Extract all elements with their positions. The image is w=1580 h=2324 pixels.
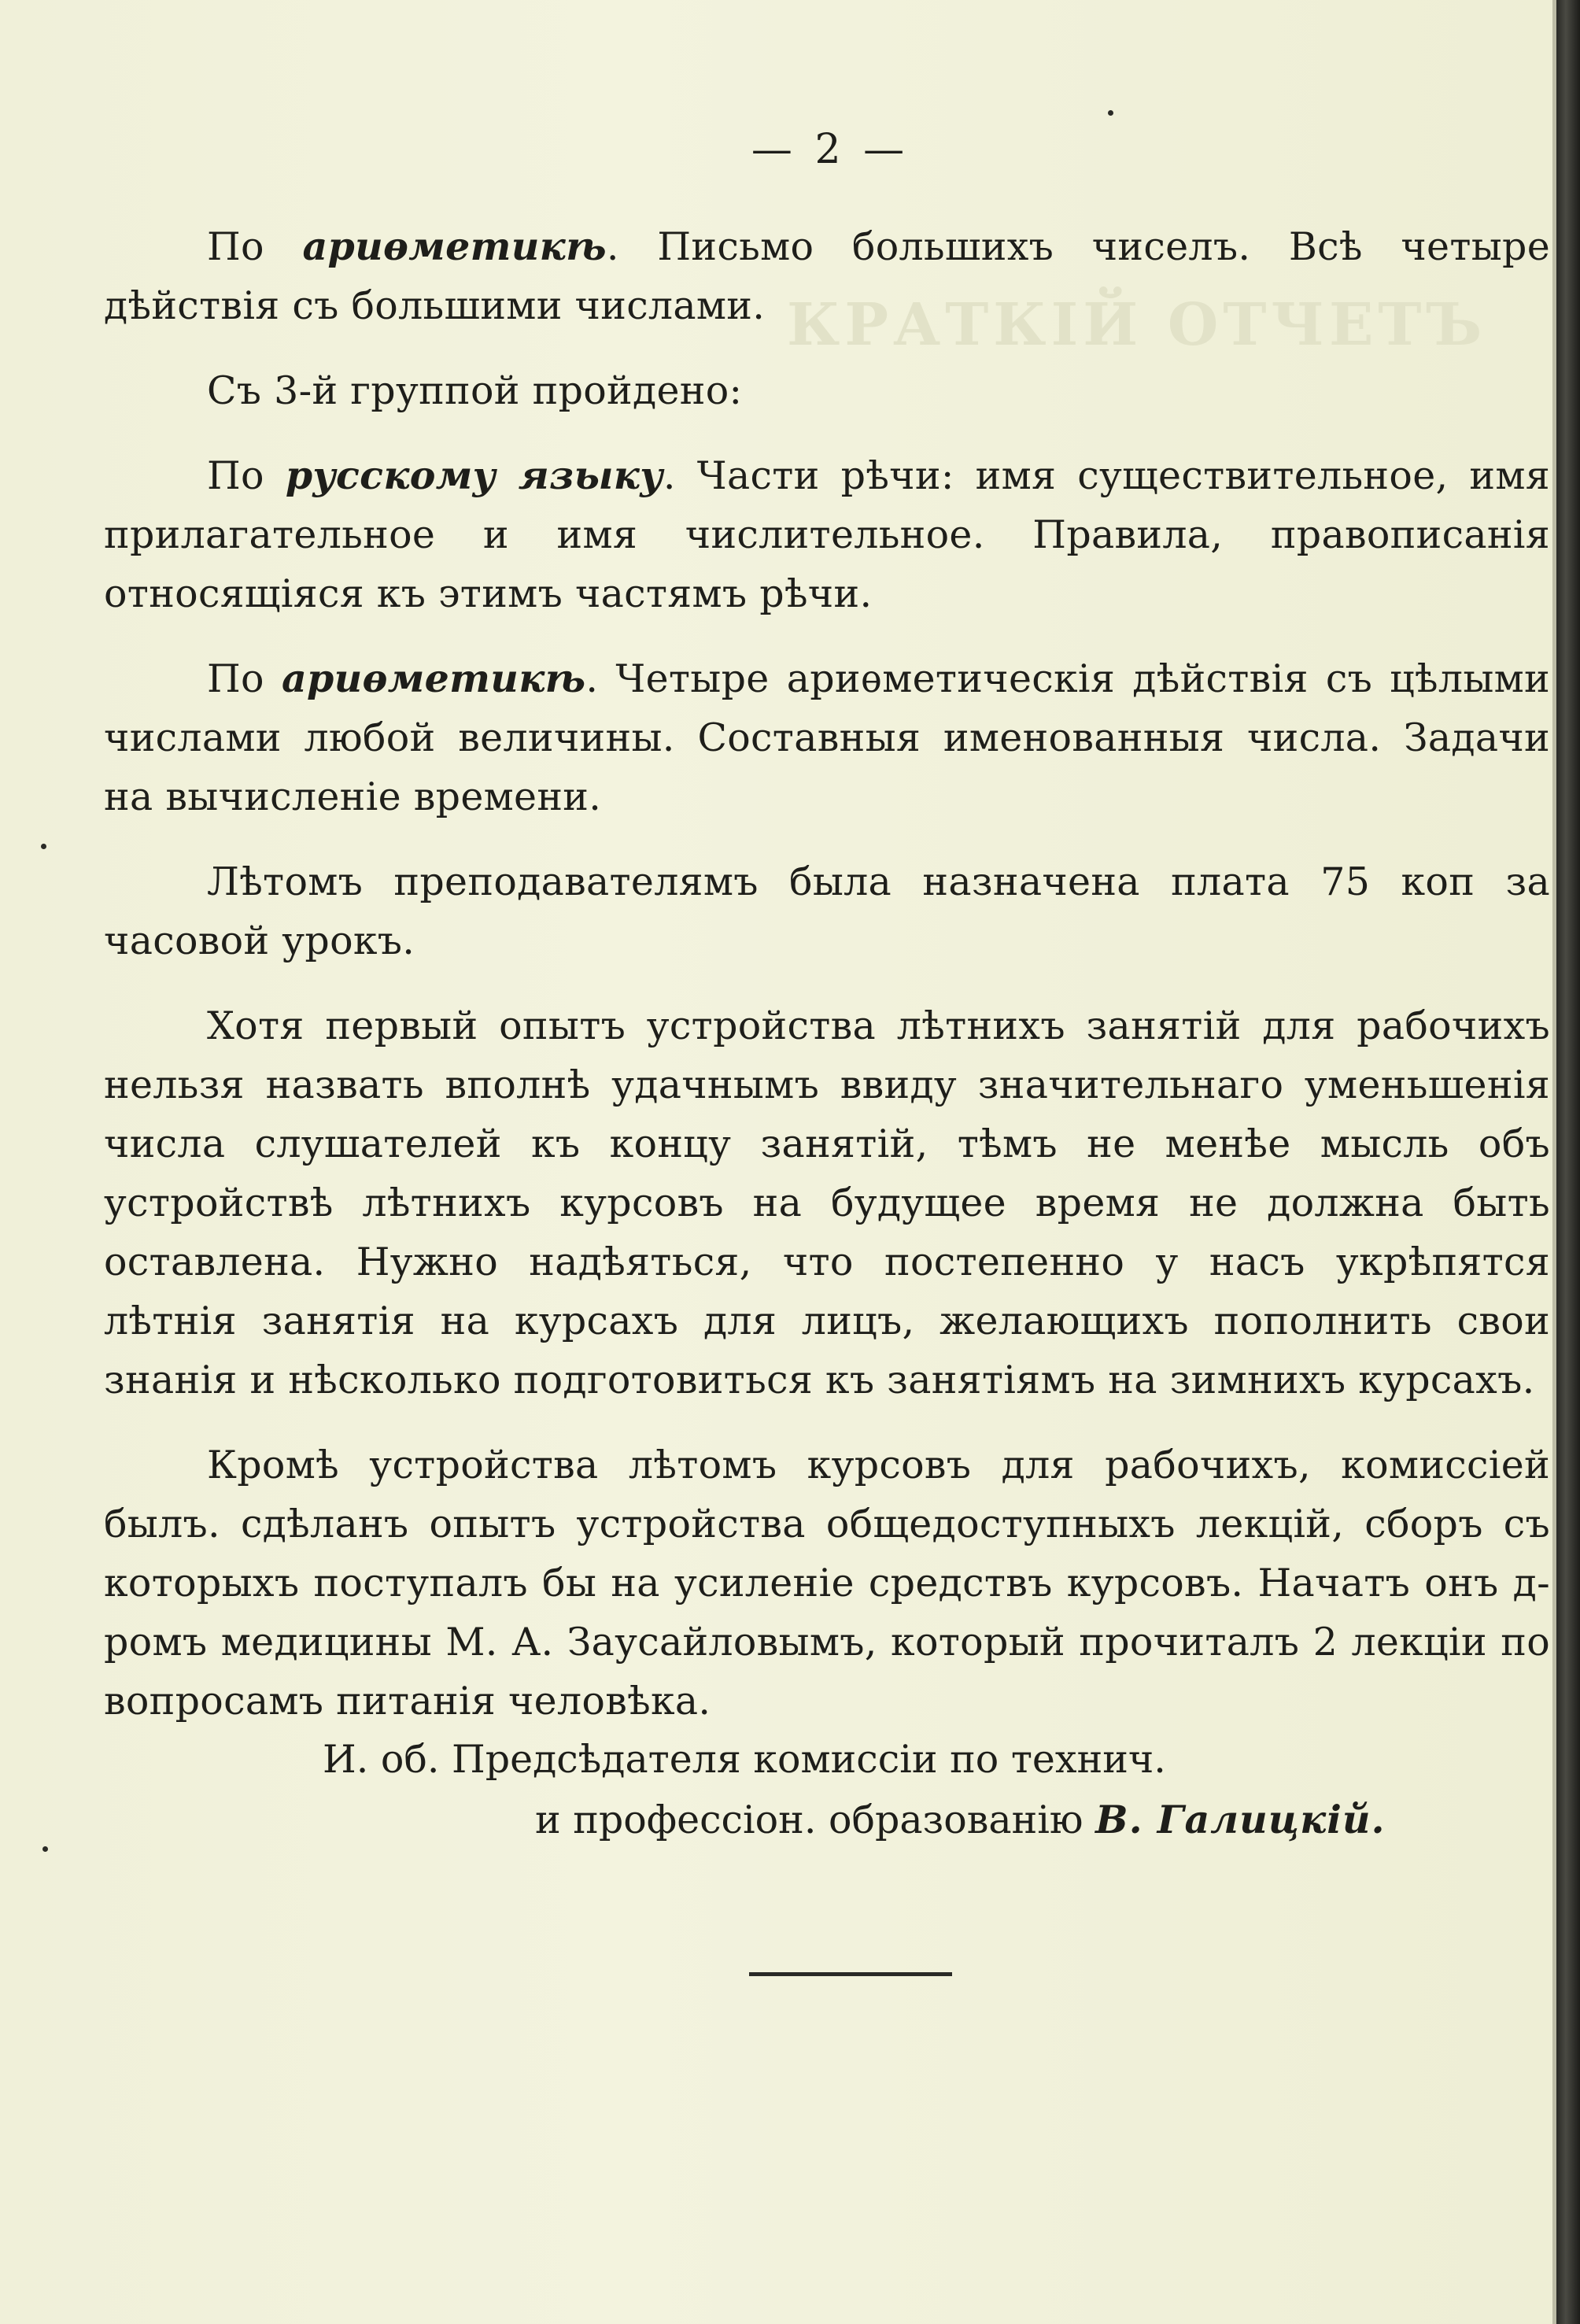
paragraph-lead: По (207, 656, 282, 701)
speck-mark (42, 1846, 48, 1852)
closing-rule (749, 1972, 952, 1976)
paragraph-text: . Части рѣчи: имя существительное, имя прилагательное и имя числительное. Правила, правописанія относящіяся къ этимъ частямъ рѣчи. (104, 453, 1550, 616)
bleed-through-title: КРАТКІЙ ОТЧЕТЪ (787, 291, 1487, 359)
speck-mark (41, 844, 46, 849)
paragraph-text: Съ 3-й группой пройдено: (207, 368, 743, 413)
speck-mark (1108, 110, 1113, 116)
signature-block (323, 1730, 1386, 1850)
signature-line-2 (323, 1790, 1386, 1850)
paragraph-teacher-pay (104, 852, 1550, 970)
paragraph-arithmetic-2nd-group (104, 217, 1550, 335)
paragraph-text: Кромѣ устройства лѣтомъ курсовъ для рабочихъ, комиссіей былъ. сдѣланъ опытъ устройства общедоступныхъ лекцій, сборъ съ которыхъ поступалъ бы на усиленіе средствъ курсовъ. Начатъ онъ д-ромъ медицины М. А. Заусайловымъ, который прочиталъ 2 лекціи по вопросамъ питанія человѣка. (104, 1443, 1550, 1724)
paragraph-group-3-heading (104, 361, 1550, 420)
paragraph-text: Хотя первый опытъ устройства лѣтнихъ занятій для рабочихъ нельзя назвать вполнѣ удачнымъ ввиду значительнаго уменьшенія числа слушателей къ концу занятій, тѣмъ не менѣе мысль объ устройствѣ лѣтнихъ курсовъ на будущее время не должна быть оставлена. Нужно надѣяться, что постепенно у насъ укрѣпятся лѣтнія занятія на курсахъ для лицъ, желающихъ пополнить свои знанія и нѣсколько подготовиться къ занятіямъ на зимнихъ курсахъ. (104, 1003, 1550, 1402)
page-edge-shadow (1556, 0, 1580, 2324)
paragraph-public-lectures (104, 1435, 1550, 1731)
paragraph-arithmetic-3rd-group (104, 649, 1550, 826)
paragraph-text: . Письмо большихъ чиселъ. Всѣ четыре дѣйствія съ большими числами. (104, 224, 1550, 328)
page-number: — 2 — (751, 126, 910, 173)
body-text (104, 217, 1550, 1757)
signature-line-1: И. об. Предсѣдателя комиссіи по технич. (323, 1737, 1166, 1782)
paragraph-lead: По (207, 453, 286, 498)
subject-heading: ариѳметикѣ (302, 224, 607, 269)
paragraph-text: Лѣтомъ преподавателямъ была назначена плата 75 коп за часовой урокъ. (104, 859, 1550, 963)
signature-title: и профессіон. образованію (535, 1797, 1096, 1842)
paragraph-lead: По (207, 224, 303, 269)
subject-heading: русскому языку (285, 453, 663, 498)
paragraph-text: . Четыре ариѳметическія дѣйствія съ цѣлыми числами любой величины. Составныя именованныя числа. Задачи на вычисленіе времени. (104, 656, 1550, 819)
subject-heading: ариѳметикѣ (281, 656, 586, 701)
paragraph-summer-courses (104, 996, 1550, 1410)
paragraph-russian-language (104, 446, 1550, 623)
signature-name: В. Галицкій. (1095, 1797, 1386, 1842)
